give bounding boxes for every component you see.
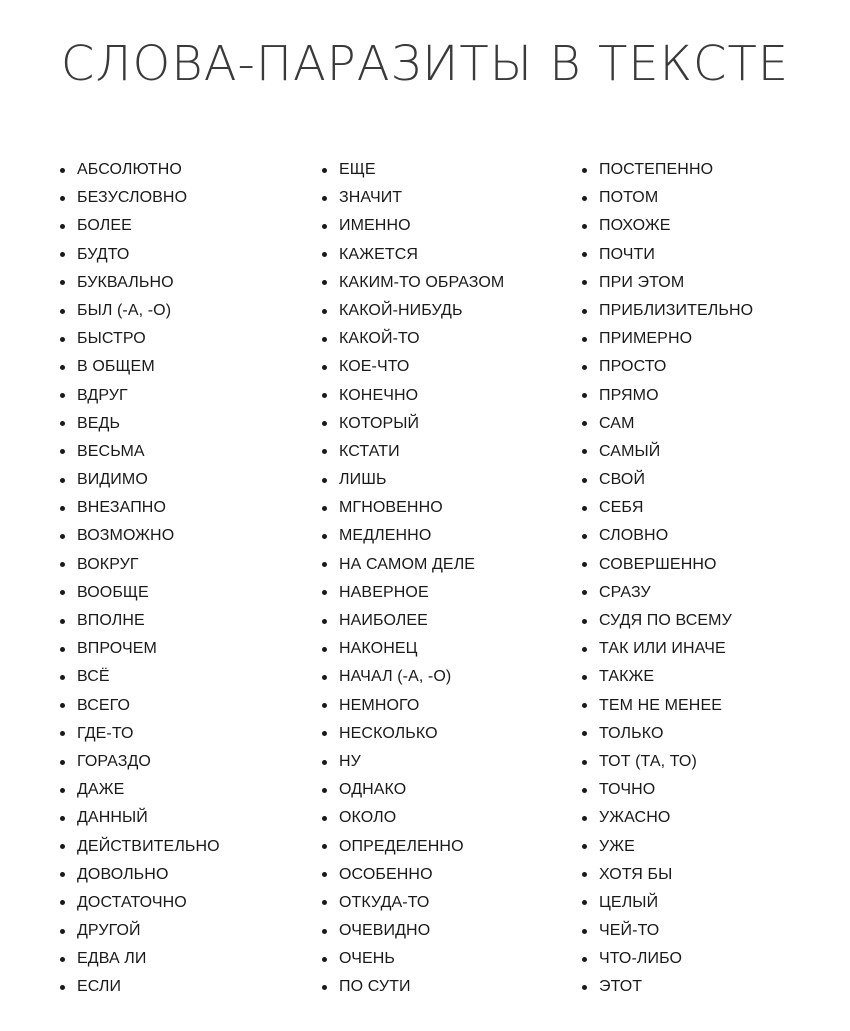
- list-item: [60, 720, 320, 748]
- bullet-icon: [60, 929, 65, 934]
- bullet-icon: [582, 393, 587, 398]
- bullet-icon: [582, 449, 587, 454]
- list-item: [582, 663, 842, 691]
- list-item-text: ОТКУДА-ТО: [339, 893, 430, 911]
- list-item-text: ТОТ (ТА, ТО): [599, 752, 697, 770]
- list-item-text: НЕМНОГО: [339, 696, 420, 714]
- list-item: [322, 692, 582, 720]
- list-item: [582, 776, 842, 804]
- bullet-icon: [582, 365, 587, 370]
- list-item: [322, 382, 582, 410]
- bullet-icon: [322, 506, 327, 511]
- list-item: [582, 184, 842, 212]
- list-item: [582, 889, 842, 917]
- list-item: [322, 917, 582, 945]
- bullet-icon: [60, 703, 65, 708]
- bullet-icon: [322, 703, 327, 708]
- list-item: [582, 551, 842, 579]
- list-item: [322, 184, 582, 212]
- bullet-icon: [582, 929, 587, 934]
- bullet-icon: [322, 675, 327, 680]
- list-item: [582, 973, 842, 1001]
- list-item: [322, 776, 582, 804]
- list-item: [582, 156, 842, 184]
- word-columns: [60, 156, 840, 1016]
- bullet-icon: [60, 506, 65, 511]
- list-item: [582, 804, 842, 832]
- list-item: [60, 297, 320, 325]
- list-item-text: ЕДВА ЛИ: [77, 950, 147, 968]
- list-item-text: ПОТОМ: [599, 189, 659, 207]
- list-item: [582, 607, 842, 635]
- bullet-icon: [582, 844, 587, 849]
- list-item: [60, 973, 320, 1001]
- bullet-icon: [582, 224, 587, 229]
- list-item: [582, 635, 842, 663]
- list-item-text: САМЫЙ: [599, 442, 661, 460]
- bullet-icon: [582, 675, 587, 680]
- list-item: [322, 297, 582, 325]
- list-item-text: НАИБОЛЕЕ: [339, 612, 428, 629]
- list-item: [322, 973, 582, 1001]
- list-item: [60, 579, 320, 607]
- bullet-icon: [582, 957, 587, 962]
- list-item-text: КАКОЙ-ТО: [339, 330, 420, 348]
- bullet-icon: [582, 619, 587, 624]
- bullet-icon: [60, 196, 65, 201]
- bullet-icon: [322, 562, 327, 567]
- bullet-icon: [582, 760, 587, 765]
- bullet-icon: [322, 929, 327, 934]
- list-item: [60, 889, 320, 917]
- list-item-text: МГНОВЕННО: [339, 499, 443, 517]
- list-item-text: СЕБЯ: [599, 499, 644, 517]
- list-item: [60, 776, 320, 804]
- list-item: [322, 241, 582, 269]
- list-item-text: ЭТОТ: [599, 978, 643, 996]
- list-item-text: ЛИШЬ: [339, 471, 387, 489]
- list-item: [322, 522, 582, 550]
- list-item: [60, 466, 320, 494]
- bullet-icon: [582, 196, 587, 201]
- bullet-icon: [60, 280, 65, 285]
- bullet-icon: [60, 788, 65, 793]
- list-item-text: ВОКРУГ: [77, 555, 139, 573]
- list-item-text: ОДНАКО: [339, 781, 407, 799]
- list-item: [322, 607, 582, 635]
- bullet-icon: [582, 506, 587, 511]
- list-item-text: СЛОВНО: [599, 527, 669, 545]
- list-item-text: ВООБЩЕ: [77, 583, 149, 601]
- list-item-text: БУДТО: [77, 245, 130, 263]
- bullet-icon: [582, 872, 587, 877]
- list-item: [582, 269, 842, 297]
- bullet-icon: [60, 449, 65, 454]
- list-item: [60, 607, 320, 635]
- list-item: [60, 692, 320, 720]
- list-item: [322, 635, 582, 663]
- bullet-icon: [322, 731, 327, 736]
- bullet-icon: [582, 309, 587, 314]
- list-item-text: ВЕДЬ: [77, 414, 121, 432]
- list-item: [60, 522, 320, 550]
- list-item-text: НАВЕРНОЕ: [339, 583, 429, 601]
- bullet-icon: [322, 844, 327, 849]
- list-item: [322, 861, 582, 889]
- bullet-icon: [582, 337, 587, 342]
- list-item: [60, 663, 320, 691]
- list-item-text: ЕЩЕ: [339, 161, 376, 178]
- list-item-text: В ОБЩЕМ: [77, 358, 155, 376]
- bullet-icon: [60, 957, 65, 962]
- list-item-text: ОСОБЕННО: [339, 865, 433, 883]
- bullet-icon: [60, 985, 65, 990]
- list-item: [582, 325, 842, 353]
- list-item: [582, 466, 842, 494]
- bullet-icon: [322, 196, 327, 201]
- bullet-icon: [60, 309, 65, 314]
- bullet-icon: [322, 478, 327, 483]
- list-item-text: КАКИМ-ТО ОБРАЗОМ: [339, 273, 505, 291]
- list-item: [322, 889, 582, 917]
- bullet-icon: [322, 985, 327, 990]
- list-item: [322, 804, 582, 832]
- page-title: СЛОВА-ПАРАЗИТЫ В ТЕКСТЕ: [60, 36, 790, 92]
- list-item: [60, 494, 320, 522]
- list-item: [322, 156, 582, 184]
- list-item-text: СОВЕРШЕННО: [599, 555, 717, 573]
- bullet-icon: [60, 365, 65, 370]
- bullet-icon: [322, 393, 327, 398]
- bullet-icon: [322, 957, 327, 962]
- bullet-icon: [582, 562, 587, 567]
- list-item: [60, 382, 320, 410]
- list-item: [582, 353, 842, 381]
- list-item-text: ПОХОЖЕ: [599, 217, 671, 235]
- list-item-text: ТОЛЬКО: [599, 724, 664, 742]
- list-item-text: НЕСКОЛЬКО: [339, 724, 438, 742]
- list-item-text: НУ: [339, 752, 361, 770]
- list-item: [582, 945, 842, 973]
- bullet-icon: [60, 562, 65, 567]
- list-item: [322, 945, 582, 973]
- list-item: [582, 917, 842, 945]
- list-item-text: ДАННЫЙ: [77, 809, 148, 827]
- bullet-icon: [582, 534, 587, 539]
- list-item: [322, 748, 582, 776]
- list-item-text: СУДЯ ПО ВСЕМУ: [599, 612, 732, 629]
- list-item: [322, 551, 582, 579]
- list-item-text: ВПОЛНЕ: [77, 612, 145, 629]
- word-column-2: [322, 156, 582, 1002]
- list-item: [60, 551, 320, 579]
- list-item: [582, 579, 842, 607]
- list-item-text: ВЕСЬМА: [77, 442, 145, 460]
- bullet-icon: [60, 168, 65, 173]
- list-item: [60, 804, 320, 832]
- list-item: [60, 353, 320, 381]
- list-item-text: ВСЕГО: [77, 696, 131, 714]
- word-column-3: [582, 156, 842, 1002]
- list-item-text: ПОЧТИ: [599, 245, 656, 263]
- bullet-icon: [60, 844, 65, 849]
- list-item-text: ВИДИМО: [77, 471, 148, 489]
- list-item: [582, 720, 842, 748]
- list-item-text: ДАЖЕ: [77, 781, 125, 799]
- bullet-icon: [322, 760, 327, 765]
- list-item-text: БЫЛ (-А, -О): [77, 301, 172, 319]
- list-item-text: УЖЕ: [599, 837, 635, 855]
- list-item: [322, 833, 582, 861]
- list-item: [60, 917, 320, 945]
- bullet-icon: [60, 590, 65, 595]
- bullet-icon: [582, 280, 587, 285]
- list-item-text: ДОВОЛЬНО: [77, 865, 169, 883]
- bullet-icon: [322, 619, 327, 624]
- list-item-text: ДРУГОЙ: [77, 922, 141, 940]
- list-item: [60, 325, 320, 353]
- bullet-icon: [582, 703, 587, 708]
- list-item-text: ТАКЖЕ: [599, 668, 655, 686]
- list-item-text: ВОЗМОЖНО: [77, 527, 175, 545]
- list-item-text: ВПРОЧЕМ: [77, 640, 157, 658]
- list-item-text: МЕДЛЕННО: [339, 527, 432, 545]
- list-item-text: КСТАТИ: [339, 442, 400, 460]
- bullet-icon: [582, 252, 587, 257]
- list-item: [60, 241, 320, 269]
- bullet-icon: [60, 647, 65, 652]
- list-item-text: ПРОСТО: [599, 358, 667, 376]
- list-item-text: СРАЗУ: [599, 583, 651, 601]
- list-item: [60, 438, 320, 466]
- list-item-text: ВДРУГ: [77, 386, 128, 404]
- bullet-icon: [60, 252, 65, 257]
- list-item-text: КАКОЙ-НИБУДЬ: [339, 301, 463, 319]
- bullet-icon: [322, 647, 327, 652]
- list-item: [322, 325, 582, 353]
- list-item-text: ГДЕ-ТО: [77, 724, 134, 742]
- list-item: [60, 748, 320, 776]
- bullet-icon: [322, 224, 327, 229]
- bullet-icon: [582, 590, 587, 595]
- list-item: [60, 945, 320, 973]
- list-item-text: ЗНАЧИТ: [339, 189, 403, 207]
- bullet-icon: [60, 478, 65, 483]
- list-item: [582, 438, 842, 466]
- list-item-text: НА САМОМ ДЕЛЕ: [339, 555, 476, 573]
- list-item-text: СВОЙ: [599, 471, 646, 489]
- bullet-icon: [582, 985, 587, 990]
- list-item-text: ТАК ИЛИ ИНАЧЕ: [599, 640, 726, 658]
- bullet-icon: [322, 337, 327, 342]
- list-item-text: БЕЗУСЛОВНО: [77, 189, 188, 207]
- list-item: [322, 720, 582, 748]
- list-item: [60, 861, 320, 889]
- list-item: [582, 833, 842, 861]
- list-item: [582, 494, 842, 522]
- bullet-icon: [322, 816, 327, 821]
- bullet-icon: [582, 731, 587, 736]
- list-item-text: ПО СУТИ: [339, 978, 411, 996]
- word-column-1: [60, 156, 320, 1002]
- list-item-text: ГОРАЗДО: [77, 752, 151, 770]
- list-item-text: ЧЕЙ-ТО: [599, 922, 660, 940]
- list-item-text: БУКВАЛЬНО: [77, 273, 174, 291]
- list-item: [582, 241, 842, 269]
- list-item-text: УЖАСНО: [599, 809, 671, 827]
- list-item-text: ИМЕННО: [339, 217, 411, 235]
- bullet-icon: [322, 280, 327, 285]
- bullet-icon: [322, 534, 327, 539]
- bullet-icon: [582, 900, 587, 905]
- bullet-icon: [60, 816, 65, 821]
- list-item-text: ТОЧНО: [599, 781, 656, 799]
- list-item: [582, 410, 842, 438]
- bullet-icon: [582, 816, 587, 821]
- list-item-text: ХОТЯ БЫ: [599, 865, 673, 883]
- list-item: [60, 212, 320, 240]
- list-item-text: ОКОЛО: [339, 809, 397, 827]
- list-item: [322, 494, 582, 522]
- list-item: [582, 382, 842, 410]
- list-item: [322, 466, 582, 494]
- list-item-text: ДОСТАТОЧНО: [77, 893, 187, 911]
- bullet-icon: [60, 619, 65, 624]
- list-item: [60, 833, 320, 861]
- list-item: [322, 663, 582, 691]
- bullet-icon: [60, 872, 65, 877]
- bullet-icon: [582, 788, 587, 793]
- bullet-icon: [322, 590, 327, 595]
- bullet-icon: [582, 421, 587, 426]
- list-item: [322, 410, 582, 438]
- list-item: [60, 156, 320, 184]
- bullet-icon: [60, 224, 65, 229]
- list-item-text: АБСОЛЮТНО: [77, 161, 182, 178]
- bullet-icon: [60, 760, 65, 765]
- bullet-icon: [322, 309, 327, 314]
- bullet-icon: [60, 393, 65, 398]
- list-item-text: БЫСТРО: [77, 330, 146, 348]
- bullet-icon: [582, 478, 587, 483]
- list-item: [322, 579, 582, 607]
- bullet-icon: [322, 168, 327, 173]
- list-item: [582, 692, 842, 720]
- bullet-icon: [60, 675, 65, 680]
- bullet-icon: [322, 788, 327, 793]
- bullet-icon: [322, 872, 327, 877]
- list-item-text: ОЧЕВИДНО: [339, 922, 431, 940]
- list-item-text: КОТОРЫЙ: [339, 414, 420, 432]
- list-item: [582, 748, 842, 776]
- list-item-text: ПРИМЕРНО: [599, 330, 693, 348]
- list-item-text: ЧТО-ЛИБО: [599, 950, 683, 968]
- list-item: [582, 522, 842, 550]
- list-item-text: КОЕ-ЧТО: [339, 358, 410, 376]
- list-item: [322, 438, 582, 466]
- list-item: [60, 410, 320, 438]
- bullet-icon: [60, 731, 65, 736]
- list-item: [322, 212, 582, 240]
- list-item-text: КАЖЕТСЯ: [339, 245, 419, 263]
- list-item-text: ВСЁ: [77, 668, 110, 686]
- list-item-text: САМ: [599, 414, 635, 432]
- list-item-text: ОЧЕНЬ: [339, 950, 395, 968]
- list-item-text: ОПРЕДЕЛЕННО: [339, 837, 464, 855]
- list-item-text: ЦЕЛЫЙ: [599, 893, 659, 911]
- bullet-icon: [60, 421, 65, 426]
- bullet-icon: [322, 252, 327, 257]
- list-item-text: ПРИБЛИЗИТЕЛЬНО: [599, 301, 754, 319]
- bullet-icon: [582, 168, 587, 173]
- list-item: [60, 184, 320, 212]
- list-item: [322, 353, 582, 381]
- list-item-text: БОЛЕЕ: [77, 217, 132, 235]
- list-item-text: КОНЕЧНО: [339, 386, 419, 404]
- list-item: [582, 212, 842, 240]
- list-item-text: ПРИ ЭТОМ: [599, 273, 685, 291]
- bullet-icon: [322, 900, 327, 905]
- bullet-icon: [582, 647, 587, 652]
- list-item-text: ПРЯМО: [599, 386, 659, 404]
- list-item-text: ВНЕЗАПНО: [77, 499, 167, 517]
- bullet-icon: [60, 534, 65, 539]
- list-item: [582, 861, 842, 889]
- list-item-text: ЕСЛИ: [77, 978, 122, 996]
- bullet-icon: [322, 421, 327, 426]
- list-item-text: НАКОНЕЦ: [339, 640, 418, 658]
- list-item-text: ПОСТЕПЕННО: [599, 161, 714, 178]
- list-item-text: ТЕМ НЕ МЕНЕЕ: [599, 696, 722, 714]
- list-item: [322, 269, 582, 297]
- list-item-text: ДЕЙСТВИТЕЛЬНО: [77, 837, 220, 855]
- list-item-text: НАЧАЛ (-А, -О): [339, 668, 452, 686]
- bullet-icon: [60, 900, 65, 905]
- list-item: [582, 297, 842, 325]
- bullet-icon: [322, 449, 327, 454]
- list-item: [60, 269, 320, 297]
- list-item: [60, 635, 320, 663]
- bullet-icon: [322, 365, 327, 370]
- bullet-icon: [60, 337, 65, 342]
